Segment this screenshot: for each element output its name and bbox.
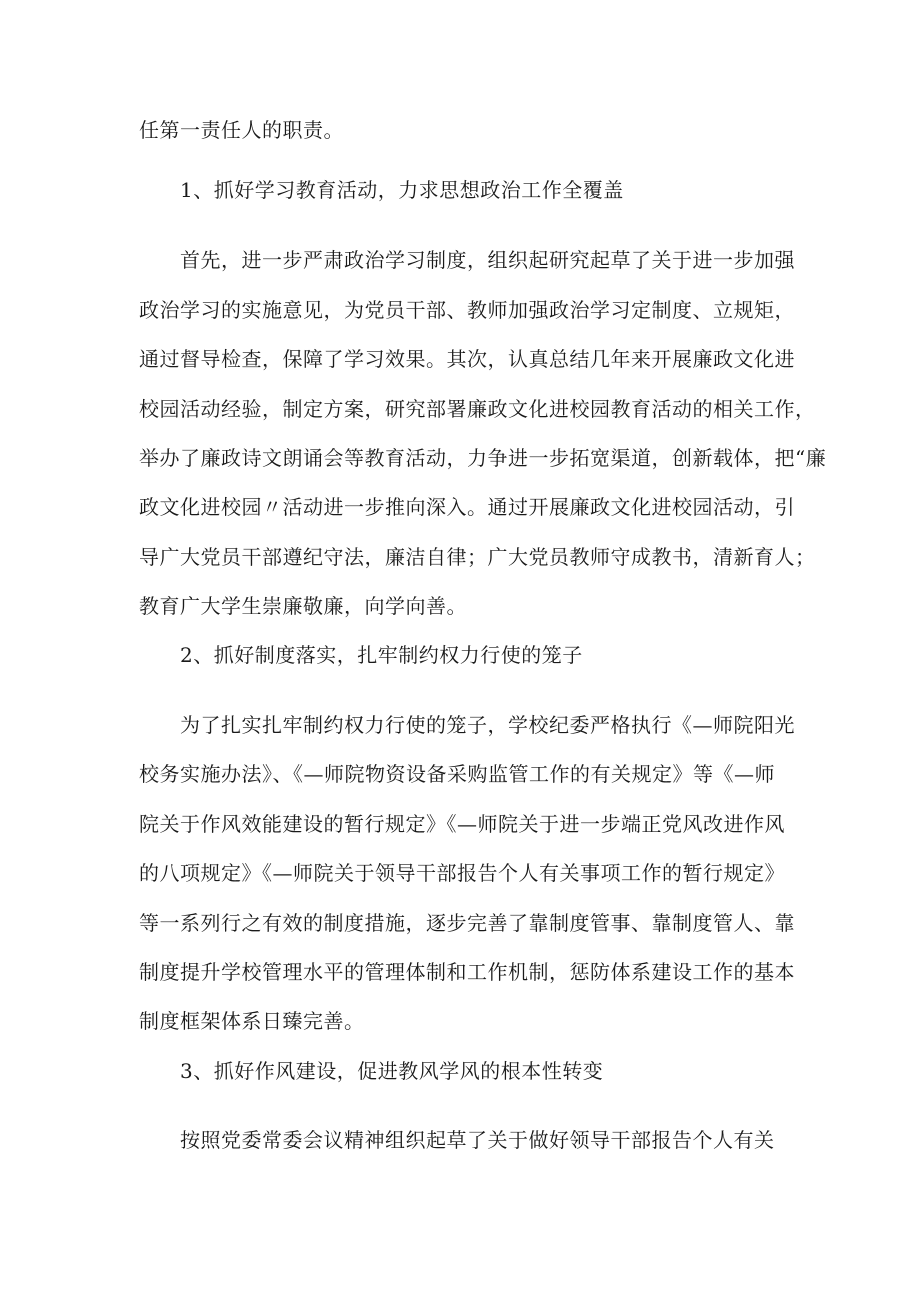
paragraph-line: 为了扎实扎牢制约权力行使的笼子，学校纪委严格执行《—师院阳光 — [180, 713, 795, 737]
section-heading-1: 1、抓好学习教育活动，力求思想政治工作全覆盖 — [180, 178, 624, 202]
paragraph-line: 任第一责任人的职责。 — [139, 118, 344, 142]
paragraph-line: 的八项规定》《—师院关于领导干部报告个人有关事项工作的暂行规定》 — [139, 861, 785, 885]
paragraph-line: 首先，进一步严肃政治学习制度，组织起研究起草了关于进一步加强 — [180, 248, 795, 272]
paragraph-line: 校园活动经验，制定方案，研究部署廉政文化进校园教育活动的相关工作， — [139, 397, 816, 421]
paragraph-line: 举办了廉政诗文朗诵会等教育活动，力争进一步拓宽渠道，创新载体，把“廉 — [139, 446, 827, 470]
paragraph-line: 校务实施办法》、《—师院物资设备采购监管工作的有关规定》等《—师 — [139, 762, 775, 786]
paragraph-line: 制度框架体系日臻完善。 — [139, 1009, 365, 1033]
paragraph-line: 等一系列行之有效的制度措施，逐步完善了靠制度管事、靠制度管人、靠 — [139, 911, 795, 935]
paragraph-line: 导广大党员干部遵纪守法，廉洁自律；广大党员教师守成教书，清新育人； — [139, 545, 816, 569]
section-heading-2: 2、抓好制度落实，扎牢制约权力行使的笼子 — [180, 643, 583, 667]
paragraph-line: 按照党委常委会议精神组织起草了关于做好领导干部报告个人有关 — [180, 1128, 775, 1152]
paragraph-line: 院关于作风效能建设的暂行规定》《—师院关于进一步端正党风改进作风 — [139, 812, 785, 836]
paragraph-line: 通过督导检查，保障了学习效果。其次，认真总结几年来开展廉政文化进 — [139, 347, 795, 371]
paragraph-line: 教育广大学生崇廉敬廉，向学向善。 — [139, 594, 467, 618]
paragraph-line: 政治学习的实施意见，为党员干部、教师加强政治学习定制度、立规矩， — [139, 298, 795, 322]
paragraph-line: 制度提升学校管理水平的管理体制和工作机制，惩防体系建设工作的基本 — [139, 960, 795, 984]
paragraph-line: 政文化进校园〃活动进一步推向深入。通过开展廉政文化进校园活动，引 — [139, 495, 795, 519]
section-heading-3: 3、抓好作风建设，促进教风学风的根本性转变 — [180, 1059, 604, 1083]
